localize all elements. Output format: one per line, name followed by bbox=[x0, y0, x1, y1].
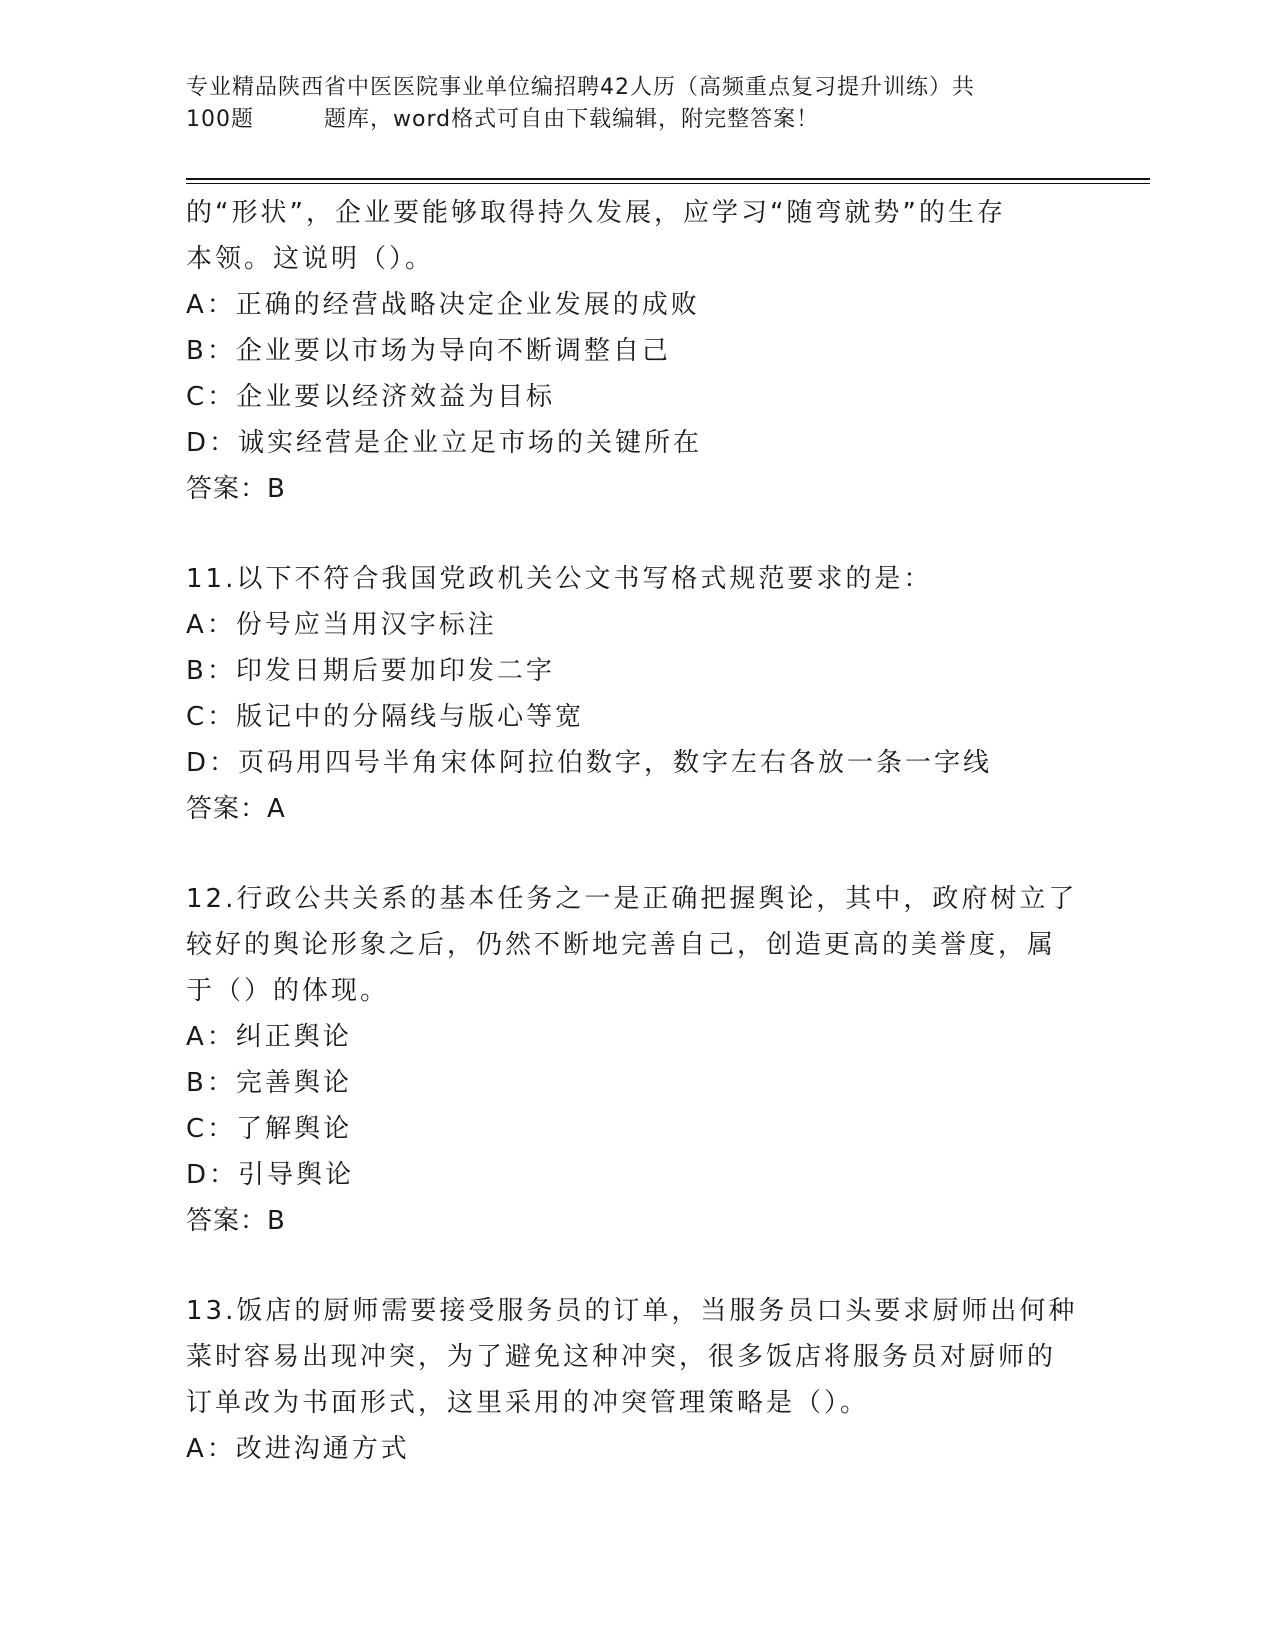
question-stem-line: 本领。这说明（）。 bbox=[186, 244, 435, 274]
question-stem-line: 于（）的体现。 bbox=[186, 976, 390, 1006]
answer: 答案：B bbox=[186, 1206, 286, 1236]
header-description: 题库，word格式可自由下载编辑，附完整答案！ bbox=[324, 107, 820, 132]
question-stem-line: 的“形状”，企业要能够取得持久发展，应学习“随弯就势”的生存 bbox=[186, 198, 1006, 228]
option-b: B：印发日期后要加印发二字 bbox=[186, 656, 555, 686]
question-stem-line: 菜时容易出现冲突，为了避免这种冲突，很多饭店将服务员对厨师的 bbox=[186, 1342, 1057, 1372]
option-c: C：企业要以经济效益为目标 bbox=[186, 382, 556, 412]
question-13 bbox=[186, 1288, 1086, 1472]
option-b: B：完善舆论 bbox=[186, 1068, 352, 1098]
option-a: A：纠正舆论 bbox=[186, 1022, 352, 1052]
question-list bbox=[186, 190, 1086, 1472]
answer: 答案：A bbox=[186, 794, 286, 824]
question-stem-line: 订单改为书面形式，这里采用的冲突管理策略是（）。 bbox=[186, 1388, 870, 1418]
question-stem-line: 较好的舆论形象之后，仍然不断地完善自己，创造更高的美誉度，属 bbox=[186, 930, 1057, 960]
document-header bbox=[186, 72, 1086, 136]
option-d: D：诚实经营是企业立足市场的关键所在 bbox=[186, 428, 703, 458]
header-rule-thick bbox=[186, 178, 1150, 180]
option-c: C：了解舆论 bbox=[186, 1114, 353, 1144]
option-a: A：正确的经营战略决定企业发展的成败 bbox=[186, 290, 700, 320]
header-count: 100题 bbox=[186, 107, 254, 132]
header-rule-thin bbox=[186, 183, 1150, 184]
question-10 bbox=[186, 190, 1086, 512]
option-c: C：版记中的分隔线与版心等宽 bbox=[186, 702, 585, 732]
question-stem-line: 11.以下不符合我国党政机关公文书写格式规范要求的是： bbox=[186, 564, 933, 594]
question-stem-line: 13.饭店的厨师需要接受服务员的订单，当服务员口头要求厨师出何种 bbox=[186, 1296, 1078, 1326]
question-stem-line: 12.行政公共关系的基本任务之一是正确把握舆论，其中，政府树立了 bbox=[186, 884, 1078, 914]
option-b: B：企业要以市场为导向不断调整自己 bbox=[186, 336, 671, 366]
question-12 bbox=[186, 876, 1086, 1244]
option-a: A：份号应当用汉字标注 bbox=[186, 610, 497, 640]
header-line-2 bbox=[186, 104, 1086, 136]
option-a: A：改进沟通方式 bbox=[186, 1434, 410, 1464]
option-d: D：页码用四号半角宋体阿拉伯数字，数字左右各放一条一字线 bbox=[186, 748, 993, 778]
answer: 答案：B bbox=[186, 474, 286, 504]
header-line-1: 专业精品陕西省中医医院事业单位编招聘42人历（高频重点复习提升训练）共 bbox=[186, 75, 975, 100]
option-d: D：引导舆论 bbox=[186, 1160, 355, 1190]
question-11 bbox=[186, 556, 1086, 832]
